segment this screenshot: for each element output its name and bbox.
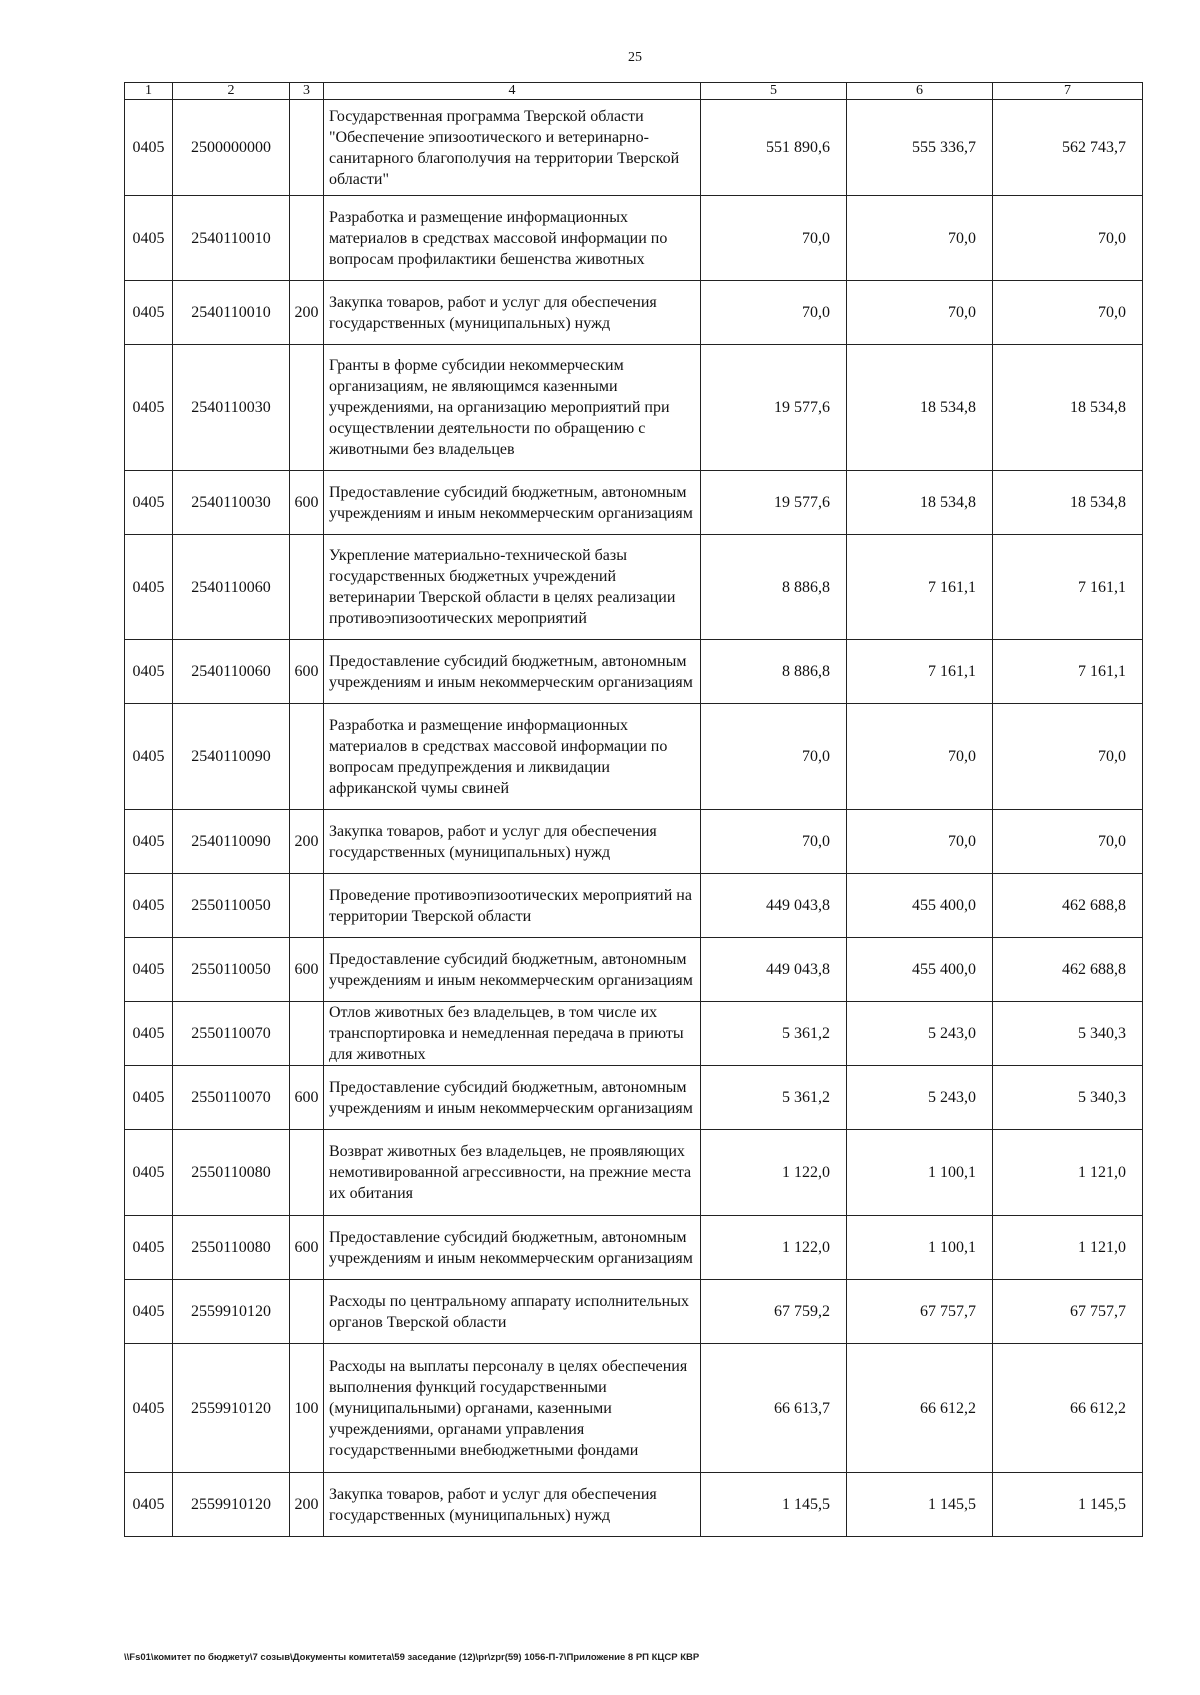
row-name: Закупка товаров, работ и услуг для обеспечения государственных (муниципальных) нужд <box>324 1473 701 1537</box>
row-section-code: 0405 <box>125 1002 173 1066</box>
row-expense-type <box>290 100 324 196</box>
row-amount-year1: 70,0 <box>701 196 847 281</box>
row-section-code: 0405 <box>125 100 173 196</box>
row-amount-year2: 455 400,0 <box>847 874 993 938</box>
row-amount-year1: 19 577,6 <box>701 471 847 535</box>
row-amount-year2: 18 534,8 <box>847 471 993 535</box>
row-target-code: 2559910120 <box>173 1280 290 1344</box>
row-amount-year3: 67 757,7 <box>993 1280 1143 1344</box>
row-section-code: 0405 <box>125 345 173 471</box>
row-name: Предоставление субсидий бюджетным, автономным учреждениям и иным некоммерческим организациям <box>324 471 701 535</box>
row-name: Разработка и размещение информационных материалов в средствах массовой информации по вопросам предупреждения и ликвидации африканской чумы свиней <box>324 704 701 810</box>
row-name: Проведение противоэпизоотических мероприятий на территории Тверской области <box>324 874 701 938</box>
row-amount-year3: 562 743,7 <box>993 100 1143 196</box>
row-amount-year1: 8 886,8 <box>701 535 847 640</box>
row-expense-type: 200 <box>290 281 324 345</box>
row-amount-year1: 551 890,6 <box>701 100 847 196</box>
column-header: 1 <box>125 83 173 100</box>
row-expense-type <box>290 1130 324 1216</box>
row-amount-year2: 1 145,5 <box>847 1473 993 1537</box>
row-expense-type: 600 <box>290 1066 324 1130</box>
row-amount-year3: 70,0 <box>993 810 1143 874</box>
table-row <box>125 1066 1143 1130</box>
row-expense-type <box>290 874 324 938</box>
row-target-code: 2540110060 <box>173 535 290 640</box>
row-amount-year3: 18 534,8 <box>993 471 1143 535</box>
row-amount-year3: 70,0 <box>993 704 1143 810</box>
row-target-code: 2559910120 <box>173 1473 290 1537</box>
row-target-code: 2540110010 <box>173 281 290 345</box>
row-target-code: 2540110030 <box>173 345 290 471</box>
row-expense-type: 600 <box>290 471 324 535</box>
row-section-code: 0405 <box>125 1216 173 1280</box>
row-amount-year1: 70,0 <box>701 810 847 874</box>
row-name: Предоставление субсидий бюджетным, автономным учреждениям и иным некоммерческим организациям <box>324 1216 701 1280</box>
row-expense-type <box>290 1002 324 1066</box>
row-amount-year3: 1 145,5 <box>993 1473 1143 1537</box>
row-target-code: 2550110080 <box>173 1216 290 1280</box>
row-target-code: 2559910120 <box>173 1344 290 1473</box>
row-section-code: 0405 <box>125 874 173 938</box>
row-section-code: 0405 <box>125 196 173 281</box>
row-amount-year1: 70,0 <box>701 704 847 810</box>
row-name: Государственная программа Тверской области "Обеспечение эпизоотического и ветеринарно-санитарного благополучия на территории Тверской области" <box>324 100 701 196</box>
row-amount-year3: 462 688,8 <box>993 938 1143 1002</box>
row-section-code: 0405 <box>125 1473 173 1537</box>
header-row <box>125 83 1143 100</box>
column-header: 3 <box>290 83 324 100</box>
row-expense-type <box>290 1280 324 1344</box>
row-amount-year3: 7 161,1 <box>993 535 1143 640</box>
row-name: Закупка товаров, работ и услуг для обеспечения государственных (муниципальных) нужд <box>324 281 701 345</box>
row-name: Отлов животных без владельцев, в том числе их транспортировка и немедленная передача в приюты для животных <box>324 1002 701 1066</box>
row-target-code: 2540110030 <box>173 471 290 535</box>
row-expense-type <box>290 345 324 471</box>
footer-file-path: \\Fs01\комитет по бюджету\7 созыв\Документы комитета\59 заседание (12)\pr\zpr(59) 1056-П-7\Приложение 8 РП КЦСР КВР <box>124 1652 700 1663</box>
row-name: Закупка товаров, работ и услуг для обеспечения государственных (муниципальных) нужд <box>324 810 701 874</box>
row-section-code: 0405 <box>125 471 173 535</box>
row-amount-year3: 66 612,2 <box>993 1344 1143 1473</box>
table-row <box>125 1216 1143 1280</box>
row-amount-year2: 70,0 <box>847 281 993 345</box>
row-section-code: 0405 <box>125 535 173 640</box>
row-expense-type <box>290 704 324 810</box>
row-amount-year1: 8 886,8 <box>701 640 847 704</box>
row-amount-year3: 70,0 <box>993 196 1143 281</box>
row-amount-year2: 66 612,2 <box>847 1344 993 1473</box>
row-expense-type <box>290 196 324 281</box>
row-amount-year2: 18 534,8 <box>847 345 993 471</box>
row-expense-type: 600 <box>290 938 324 1002</box>
column-header: 6 <box>847 83 993 100</box>
row-amount-year2: 70,0 <box>847 196 993 281</box>
table-row <box>125 100 1143 196</box>
row-amount-year3: 5 340,3 <box>993 1002 1143 1066</box>
row-name: Возврат животных без владельцев, не проявляющих немотивированной агрессивности, на прежние места их обитания <box>324 1130 701 1216</box>
row-amount-year3: 1 121,0 <box>993 1216 1143 1280</box>
row-section-code: 0405 <box>125 1130 173 1216</box>
row-name: Предоставление субсидий бюджетным, автономным учреждениям и иным некоммерческим организациям <box>324 1066 701 1130</box>
table-row <box>125 535 1143 640</box>
row-amount-year1: 1 122,0 <box>701 1216 847 1280</box>
row-amount-year2: 7 161,1 <box>847 535 993 640</box>
row-expense-type: 600 <box>290 640 324 704</box>
row-target-code: 2540110010 <box>173 196 290 281</box>
table-header <box>125 83 1143 100</box>
table-row <box>125 1280 1143 1344</box>
row-amount-year1: 1 122,0 <box>701 1130 847 1216</box>
row-amount-year2: 7 161,1 <box>847 640 993 704</box>
row-amount-year1: 1 145,5 <box>701 1473 847 1537</box>
column-header: 7 <box>993 83 1143 100</box>
row-amount-year2: 5 243,0 <box>847 1066 993 1130</box>
table-row <box>125 196 1143 281</box>
row-amount-year2: 1 100,1 <box>847 1216 993 1280</box>
row-section-code: 0405 <box>125 704 173 810</box>
row-amount-year1: 19 577,6 <box>701 345 847 471</box>
table-row <box>125 345 1143 471</box>
row-amount-year3: 18 534,8 <box>993 345 1143 471</box>
row-target-code: 2500000000 <box>173 100 290 196</box>
row-amount-year3: 1 121,0 <box>993 1130 1143 1216</box>
table-row <box>125 810 1143 874</box>
table-row <box>125 1002 1143 1066</box>
row-name: Гранты в форме субсидии некоммерческим организациям, не являющимся казенными учреждениями, на организацию мероприятий при осуществлении деятельности по обращению с животными без владельцев <box>324 345 701 471</box>
row-name: Разработка и размещение информационных материалов в средствах массовой информации по вопросам профилактики бешенства животных <box>324 196 701 281</box>
row-target-code: 2550110050 <box>173 874 290 938</box>
row-expense-type <box>290 535 324 640</box>
row-name: Расходы по центральному аппарату исполнительных органов Тверской области <box>324 1280 701 1344</box>
row-expense-type: 100 <box>290 1344 324 1473</box>
row-target-code: 2540110090 <box>173 810 290 874</box>
row-target-code: 2540110090 <box>173 704 290 810</box>
row-amount-year1: 70,0 <box>701 281 847 345</box>
row-expense-type: 200 <box>290 810 324 874</box>
row-amount-year2: 67 757,7 <box>847 1280 993 1344</box>
row-amount-year1: 5 361,2 <box>701 1066 847 1130</box>
table-row <box>125 1344 1143 1473</box>
row-name: Предоставление субсидий бюджетным, автономным учреждениям и иным некоммерческим организациям <box>324 938 701 1002</box>
row-name: Расходы на выплаты персоналу в целях обеспечения выполнения функций государственными (муниципальными) органами, казенными учреждениями, органами управления государственными внебюджетными фондами <box>324 1344 701 1473</box>
column-header: 4 <box>324 83 701 100</box>
row-section-code: 0405 <box>125 1066 173 1130</box>
row-name: Укрепление материально-технической базы государственных бюджетных учреждений ветеринарии Тверской области в целях реализации противоэпизоотических мероприятий <box>324 535 701 640</box>
row-expense-type: 200 <box>290 1473 324 1537</box>
row-section-code: 0405 <box>125 1344 173 1473</box>
row-section-code: 0405 <box>125 938 173 1002</box>
table-row <box>125 1130 1143 1216</box>
table-row <box>125 1473 1143 1537</box>
row-amount-year3: 5 340,3 <box>993 1066 1143 1130</box>
table-row <box>125 874 1143 938</box>
table-row <box>125 281 1143 345</box>
row-amount-year1: 5 361,2 <box>701 1002 847 1066</box>
column-header: 2 <box>173 83 290 100</box>
row-amount-year3: 7 161,1 <box>993 640 1143 704</box>
row-amount-year1: 67 759,2 <box>701 1280 847 1344</box>
row-amount-year2: 455 400,0 <box>847 938 993 1002</box>
row-target-code: 2550110070 <box>173 1002 290 1066</box>
table-row <box>125 938 1143 1002</box>
row-amount-year1: 449 043,8 <box>701 874 847 938</box>
row-section-code: 0405 <box>125 640 173 704</box>
row-amount-year2: 1 100,1 <box>847 1130 993 1216</box>
row-amount-year3: 462 688,8 <box>993 874 1143 938</box>
row-target-code: 2550110080 <box>173 1130 290 1216</box>
row-target-code: 2550110050 <box>173 938 290 1002</box>
row-section-code: 0405 <box>125 1280 173 1344</box>
row-amount-year2: 70,0 <box>847 704 993 810</box>
row-section-code: 0405 <box>125 810 173 874</box>
row-amount-year1: 66 613,7 <box>701 1344 847 1473</box>
row-target-code: 2550110070 <box>173 1066 290 1130</box>
row-amount-year2: 555 336,7 <box>847 100 993 196</box>
table-body <box>125 100 1143 1537</box>
row-section-code: 0405 <box>125 281 173 345</box>
table-row <box>125 640 1143 704</box>
row-amount-year3: 70,0 <box>993 281 1143 345</box>
budget-table <box>124 82 1143 1537</box>
row-name: Предоставление субсидий бюджетным, автономным учреждениям и иным некоммерческим организациям <box>324 640 701 704</box>
row-amount-year2: 5 243,0 <box>847 1002 993 1066</box>
row-amount-year1: 449 043,8 <box>701 938 847 1002</box>
row-target-code: 2540110060 <box>173 640 290 704</box>
row-expense-type: 600 <box>290 1216 324 1280</box>
column-header: 5 <box>701 83 847 100</box>
table-row <box>125 471 1143 535</box>
row-amount-year2: 70,0 <box>847 810 993 874</box>
table-row <box>125 704 1143 810</box>
page-number: 25 <box>628 50 642 65</box>
